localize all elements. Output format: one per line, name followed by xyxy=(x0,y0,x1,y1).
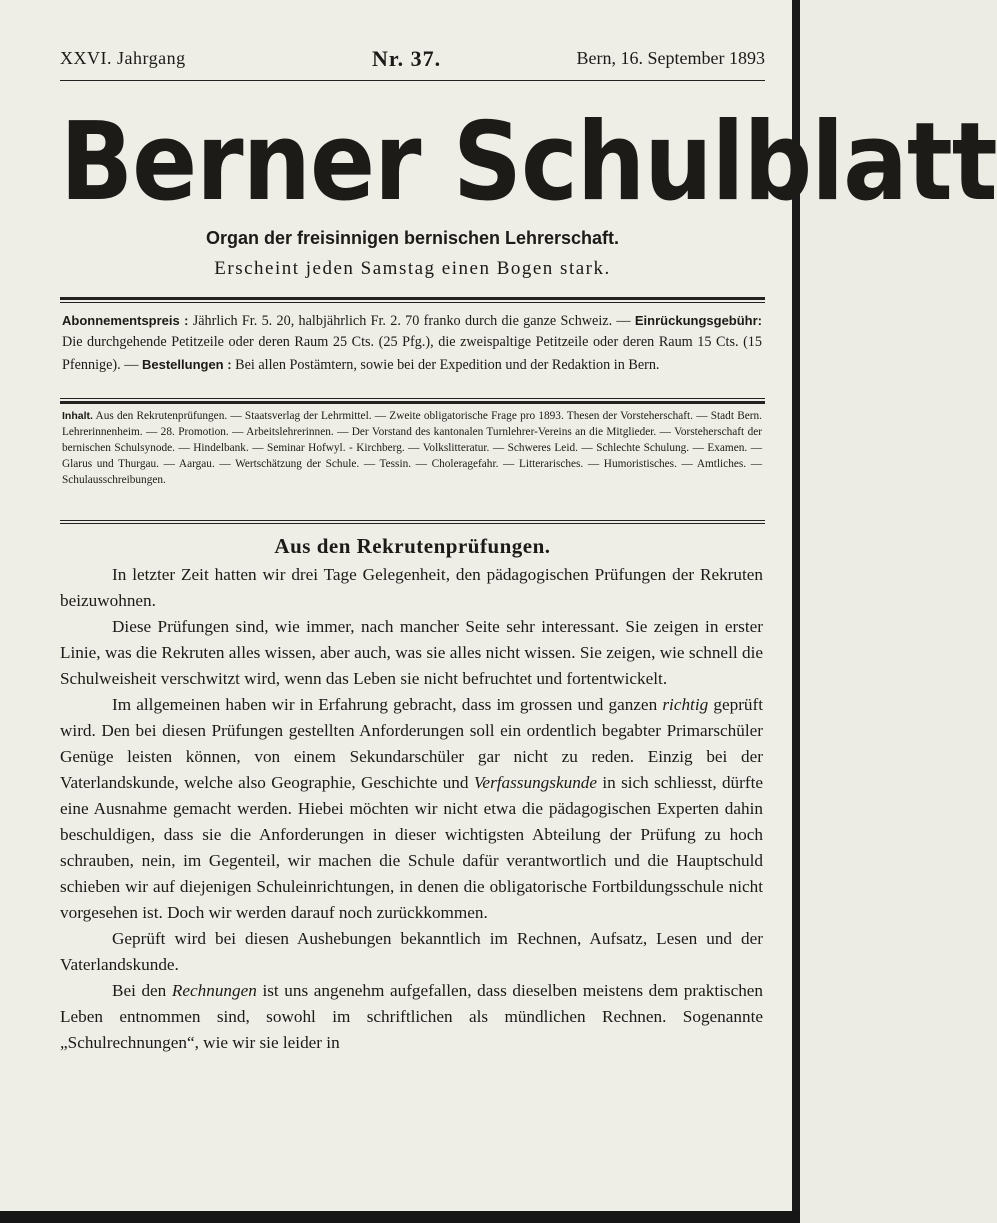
paragraph-text: geprüft wird. Den bei diesen Prüfungen gestellten Anforderungen soll ein ordentlich begabter Primarschüler Genüge leisten können, von einem Sekundarschüler gar nicht zu reden. Einzig bei der Vaterlandskunde, welche also Geographie, Geschichte und xyxy=(60,695,764,792)
emphasis-text: Verfassungskunde xyxy=(473,773,598,792)
insertion-fee-text: Die durchgehende Petitzeile oder deren Raum 25 Cts. (25 Pfg.), die zweispaltige Petitzeile oder deren Raum 15 Cts. (15 Pfennige). — xyxy=(62,334,762,373)
publication-frequency: Erscheint jeden Samstag einen Bogen stark. xyxy=(214,258,611,279)
article-title: Aus den Rekrutenprüfungen. xyxy=(274,534,551,558)
contents-rule-top-thick xyxy=(60,401,765,404)
place-date: Bern, 16. September 1893 xyxy=(576,48,765,68)
orders-text: Bei allen Postämtern, sowie bei der Expedition und der Redaktion in Bern. xyxy=(235,356,660,373)
contents-rule-top xyxy=(60,398,765,399)
issue-header xyxy=(60,48,765,74)
paragraph xyxy=(60,692,763,926)
double-rule-top-thin xyxy=(60,302,765,303)
article-body xyxy=(60,562,763,1056)
paragraph-text: ist uns angenehm aufgefallen, dass dieselben meistens dem praktischen Leben entnommen sind, sowohl im schriftlichen als mündlichen Rechnen. Sogenannte „Schulrechnungen“, wie wir sie leider in xyxy=(60,981,764,1052)
paragraph xyxy=(60,978,763,1056)
insertion-fee-label: Einrückungsgebühr: xyxy=(634,313,763,328)
contents-label: Inhalt. xyxy=(62,410,93,422)
paragraph: Diese Prüfungen sind, wie immer, nach mancher Seite sehr interessant. Sie zeigen in erster Linie, was die Rekruten alles wissen, aber auch, was sie alles nicht wissen. Sie zeigen, wie schnell die Schulweisheit verschwitzt wird, wenn das Leben sie nicht befruchtet und fortentwickelt. xyxy=(60,617,763,688)
contents-text: Aus den Rekrutenprüfungen. — Staatsverlag der Lehrmittel. — Zweite obligatorische Frage pro 1893. Thesen der Vorsteherschaft. — Stadt Bern. Lehrerinnenheim. — 28. Promotion. — Arbeitslehrerinnen. — Der Vorstand des kantonalen Turnlehrer-Vereins an die Mitglieder. — Vorsteherschaft der bernischen Schulsynode. — Hindelbank. — Seminar Hofwyl. - Kirchberg. — Volkslitteratur. — Schweres Leid. — Schlechte Schulung. — Examen. — Glarus und Thurgau. — Aargau. — Wertschätzung der Schule. — Tessin. — Choleragefahr. — Litterarisches. — Humoristisches. — Amtliches. — Schulausschreibungen. xyxy=(62,410,762,486)
paragraph-text: Bei den xyxy=(112,981,167,1000)
table-of-contents xyxy=(62,408,762,488)
paragraph: In letzter Zeit hatten wir drei Tage Gelegenheit, den pädagogischen Prüfungen der Rekruten beizuwohnen. xyxy=(60,565,763,610)
scan-border xyxy=(0,1211,800,1223)
subscription-text: Jährlich Fr. 5. 20, halbjährlich Fr. 2. 70 franko durch die ganze Schweiz. — xyxy=(192,313,631,329)
orders-label: Bestellungen : xyxy=(142,356,232,372)
subscription-info xyxy=(62,310,762,376)
contents-rule-bottom-2 xyxy=(60,523,765,524)
paragraph-text: Im allgemeinen haben wir in Erfahrung gebracht, dass im grossen und ganzen xyxy=(112,695,658,714)
emphasis-text: Rechnungen xyxy=(171,981,257,1000)
paragraph-text: in sich schliesst, dürfte eine Ausnahme gemacht werden. Hiebei möchten wir nicht etwa die pädagogischen Experten dahin beschuldigen, dass sie die Anforderungen in dieser wichtigsten Abteilung der Prüfung zu hoch schrauben, nein, im Gegenteil, wir machen die Schule dafür verantwortlich und die Hauptschuld schieben wir auf diejenigen Schuleinrichtungen, in denen die obligatorische Fortbildungsschule nicht vorgesehen ist. Doch wir werden darauf noch zurückkommen. xyxy=(60,773,764,922)
header-rule xyxy=(60,80,765,81)
subscription-label: Abonnementspreis : xyxy=(62,313,189,328)
masthead-subtitle: Organ der freisinnigen bernischen Lehrerschaft. xyxy=(205,228,620,248)
paragraph: Geprüft wird bei diesen Aushebungen bekanntlich im Rechnen, Aufsatz, Lesen und der Vaterlandskunde. xyxy=(60,929,763,974)
volume-label: XXVI. Jahrgang xyxy=(60,48,186,68)
contents-rule-bottom xyxy=(60,520,765,521)
emphasis-text: richtig xyxy=(662,695,709,714)
issue-number: Nr. 37. xyxy=(372,46,442,71)
masthead-title: Berner Schulblatt xyxy=(60,99,997,225)
double-rule-top xyxy=(60,297,765,300)
